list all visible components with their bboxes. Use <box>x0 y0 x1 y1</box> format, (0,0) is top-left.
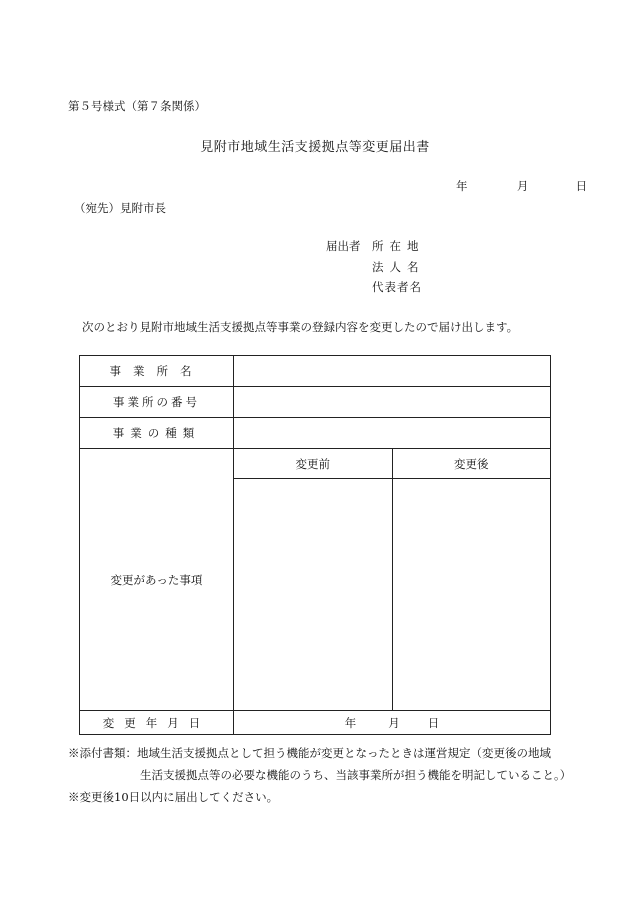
label-change-date: 変更年月日 <box>80 711 234 735</box>
label-changed-items: 変更があった事項 <box>80 449 234 711</box>
note-attachment-line2: 生活支援拠点等の必要な機能のうち、当該事業所が担う機能を明記していること。） <box>140 768 572 782</box>
change-date-year: 年 <box>344 715 357 730</box>
date-day: 日 <box>575 179 588 193</box>
note-deadline: ※変更後10日以内に届出してください。 <box>68 790 279 804</box>
field-after[interactable] <box>392 479 551 711</box>
field-business-name[interactable] <box>234 356 551 387</box>
header-before: 変更前 <box>234 449 393 479</box>
change-date-month: 月 <box>388 715 400 730</box>
intro-text: 次のとおり見附市地域生活支援拠点等事業の登録内容を変更したので届け出します。 <box>82 320 519 334</box>
applicant-field-address: 所在地 <box>372 239 425 253</box>
label-business-number: 事業所の番号 <box>80 387 234 418</box>
label-business-type: 事業の種類 <box>80 418 234 449</box>
registration-change-table <box>79 355 551 735</box>
applicant-label: 届出者 <box>326 239 361 253</box>
applicant-field-representative: 代表者名 <box>372 280 422 294</box>
field-change-date[interactable] <box>234 711 551 735</box>
date-year: 年 <box>456 179 468 193</box>
change-date-day: 日 <box>427 715 440 730</box>
note-attachment-line1: ※添付書類：地域生活支援拠点として担う機能が変更となったときは運営規定（変更後の地域 <box>68 746 551 760</box>
page-title: 見附市地域生活支援拠点等変更届出書 <box>200 140 430 155</box>
field-business-number[interactable] <box>234 387 551 418</box>
date-month: 月 <box>516 179 529 193</box>
form-number: 第５号様式（第７条関係） <box>68 99 206 113</box>
header-after: 変更後 <box>392 449 551 479</box>
addressee: （宛先）見附市長 <box>74 201 166 215</box>
field-before[interactable] <box>234 479 393 711</box>
submission-date <box>456 178 587 194</box>
label-business-name: 事業所名 <box>80 356 234 387</box>
applicant-field-corp-name: 法人名 <box>372 260 425 274</box>
field-business-type[interactable] <box>234 418 551 449</box>
